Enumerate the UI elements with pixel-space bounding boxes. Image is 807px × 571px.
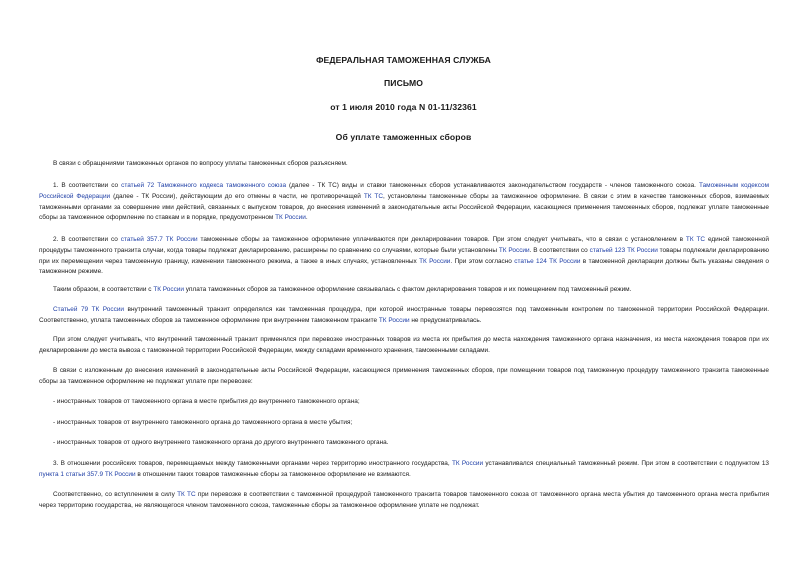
link-tk-rf[interactable]: Таможенным кодексом Российской Федерации (39, 182, 769, 200)
paragraph-2 (39, 235, 769, 278)
bullet-item-3 (39, 438, 769, 449)
text: устанавливался специальный таможенный режим. При этом в соответствии с подпунктом 13 (483, 460, 769, 467)
text: Таким образом, в соответствии с (53, 286, 154, 293)
paragraph-3 (39, 285, 769, 296)
text: в отношении таких товаров таможенные сборы за таможенное оформление не взимаются. (135, 470, 411, 478)
link-article-357-9[interactable]: пункта 1 статьи 357.9 ТК России (39, 470, 136, 478)
text: в таможенной декларации должны быть указаны сведения о таможенном режиме. (39, 257, 769, 276)
paragraph-4 (39, 305, 769, 327)
text: внутренний таможенный транзит определялся как таможенная процедура, при которой иностранные товары перевозятся под таможенным контролем по таможенной территории Российской Федерации. Соответственно, уплата таможенных сборов за таможенное оформление при внутреннем таможенном транзите (39, 306, 769, 324)
link-article-357-7[interactable]: статьей 357.7 ТК России (120, 236, 198, 243)
intro-paragraph (39, 159, 769, 170)
text: уплата таможенных сборов за таможенное оформление связывалась с фактом декларирования товаров и их помещением под таможенный режим. (184, 286, 632, 293)
text: товары подлежали декларированию при их перемещении через таможенную границу, изменении таможенного режима, а также в иных случаях, установленных (39, 246, 769, 265)
link-tk-russia[interactable]: ТК России (451, 460, 484, 467)
text: 3. В отношении российских товаров, перемещаемых между таможенными органами через территорию иностранного государства, (53, 460, 452, 467)
link-tk-russia[interactable]: ТК России (498, 246, 530, 254)
text: 1. В соответствии со (53, 182, 122, 189)
text: Соответственно, со вступлением в силу (53, 491, 178, 498)
text: единой таможенной процедуры таможенного транзита случаи, когда товары подлежат декларированию, расширены по сравнению со случаями, которые были установлены (39, 236, 769, 254)
link-tk-russia[interactable]: ТК России (275, 214, 306, 222)
link-article-123[interactable]: статьей 123 ТК России (589, 246, 658, 254)
bullet-item-1 (39, 397, 769, 408)
document-title: Об уплате таможенных сборов (335, 132, 472, 142)
link-tk-russia[interactable]: ТК России (378, 316, 410, 324)
link-tk-russia[interactable]: ТК России (153, 286, 185, 293)
text: При этом следует учитывать, что внутренний таможенный транзит применялся при перевозке иностранных товаров из места их прибытия до места нахождения таможенного органа назначения, из места нахождения товаров при их декларировании до места вывоза с таможенной территории Российской Федерации, между складами временного хранения, таможенными складами. (39, 336, 769, 354)
text: . При этом согласно (450, 257, 515, 265)
link-article-72-tk-ts[interactable]: статьей 72 Таможенного кодекса таможенного союза (121, 182, 287, 189)
link-tk-ts[interactable]: ТК ТС (363, 192, 384, 200)
link-article-79[interactable]: Статьей 79 ТК России (53, 306, 125, 313)
text: при перевозке в соответствии с таможенной процедурой таможенного транзита товаров таможенного союза от таможенного органа места убытия до таможенного органа места прибытия через территорию государства, не являющегося членом таможенного союза, таможенные сборы за таможенное оформление уплате не подлежат. (39, 491, 770, 509)
text: не предусматривалась. (409, 316, 482, 324)
link-article-124[interactable]: статье 124 ТК России (514, 257, 581, 265)
paragraph-5 (39, 335, 769, 357)
document-number: от 1 июля 2010 года N 01-11/32361 (330, 102, 477, 112)
text: таможенные сборы за таможенное оформление уплачиваются при декларировании товаров. При этом следует учитывать, что в связи с установлением в (197, 236, 686, 243)
text: - иностранных товаров от одного внутреннего таможенного органа до другого внутреннего таможенного органа. (53, 439, 389, 446)
text: , установлены таможенные сборы за таможенное оформление. В связи с этим в качестве таможенных сборов, взимаемых таможенными органами за совершение ими действий, связанных с выпуском товаров, до внесения изменений в законодательные акты Российской Федерации, касающиеся применения таможенных сборов, подлежат уплате таможенные сборы за таможенное оформление по ставкам и в порядке, предусмотренном (39, 192, 769, 222)
bullet-item-2 (39, 418, 769, 429)
text: 2. В соответствии со (53, 236, 121, 243)
text: . В соответствии со (529, 246, 590, 254)
paragraph-7 (39, 459, 769, 481)
document-type: ПИСЬМО (384, 78, 423, 88)
link-tk-russia[interactable]: ТК России (419, 257, 451, 265)
paragraph-1 (39, 181, 769, 224)
link-tk-ts[interactable]: ТК ТС (685, 236, 706, 243)
text: (далее - ТК ТС) виды и ставки таможенных сборов устанавливаются законодательством государств - членов таможенного союза. (286, 182, 699, 189)
text: (далее - ТК России), действующим до его отмены в части, не противоречащей (110, 192, 364, 200)
text: В связи с изложенным до внесения изменений в законодательные акты Российской Федерации, касающиеся применения таможенных сборов, при помещении товаров под таможенную процедуру таможенного транзита таможенные сборы за таможенное оформление не подлежат уплате при перевозке: (39, 367, 769, 385)
intro-text: В связи с обращениями таможенных органов по вопросу уплаты таможенных сборов разъясняем. (53, 160, 348, 167)
text: - иностранных товаров от таможенного органа в месте прибытия до внутреннего таможенного органа; (53, 398, 360, 405)
link-tk-ts[interactable]: ТК ТС (177, 491, 196, 498)
paragraph-8 (39, 490, 769, 512)
text: - иностранных товаров от внутреннего таможенного органа до таможенного органа в месте убытия; (53, 419, 353, 426)
text: . (305, 214, 308, 222)
agency-heading: ФЕДЕРАЛЬНАЯ ТАМОЖЕННАЯ СЛУЖБА (316, 55, 491, 65)
paragraph-6 (39, 366, 769, 388)
